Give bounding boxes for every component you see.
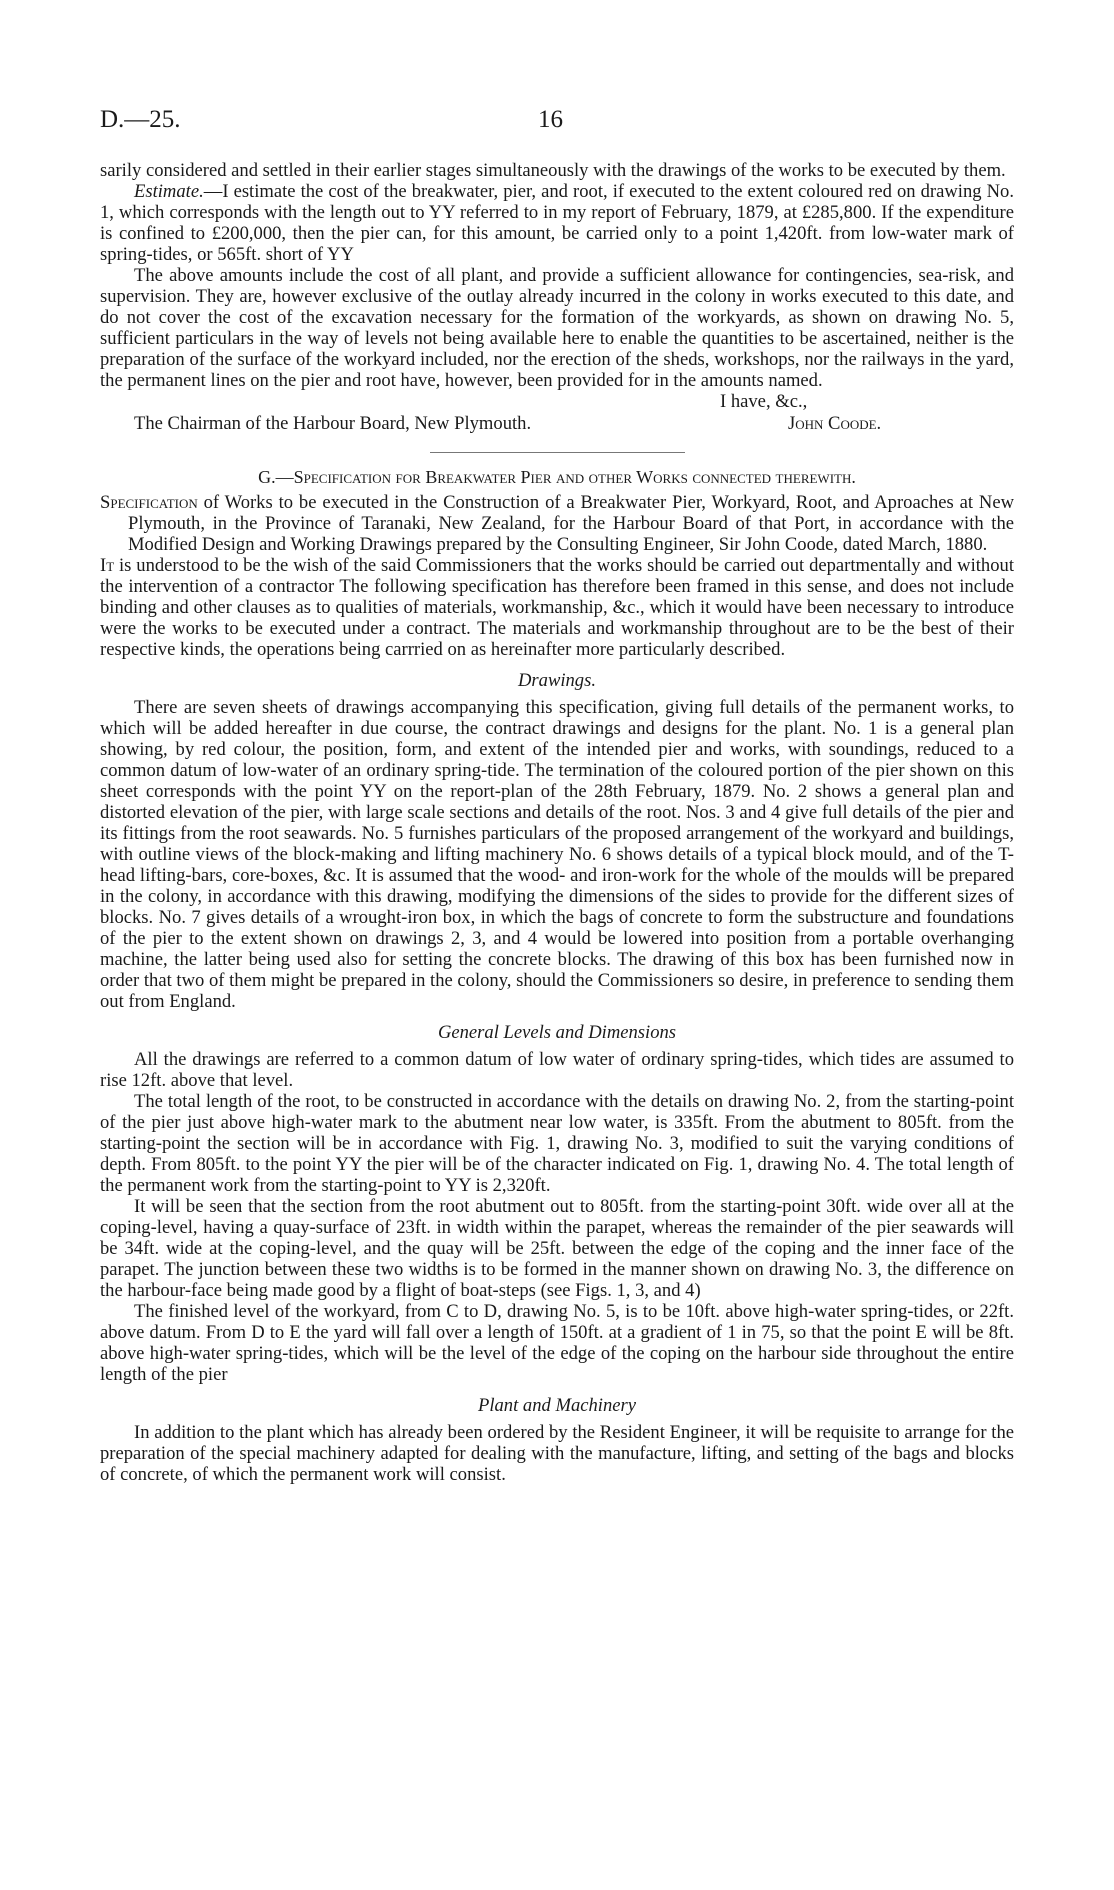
levels-paragraph-4: The finished level of the workyard, from C to D, drawing No. 5, is to be 10ft. above high-water spring-tides, or 22ft. above datum. From D to E the yard will fall over a length of 150ft. at a gradient of 1 in 75, so that the point E will be 8ft. above high-water spring-tides, which will be the level of the edge of the coping on the harbour side throughout the entire length of the pier — [100, 1301, 1014, 1385]
drawings-paragraph: There are seven sheets of drawings accompanying this specification, giving full details of the permanent works, to which will be added hereafter in due course, the contract drawings and designs for the plant. No. 1 is a general plan showing, by red colour, the position, form, and extent of the intended pier and works, with soundings, reduced to a common datum of low-water of an ordinary spring-tide. The termination of the coloured portion of the pier shown on this sheet corresponds with the point YY on the report-plan of the 28th February, 1879. No. 2 shows a general plan and distorted elevation of the pier, with large scale sections and details of the root. Nos. 3 and 4 give full details of the pier and its fittings from the root seawards. No. 5 furnishes particulars of the proposed arrangement of the workyard and buildings, with outline views of the block-making and lifting machinery No. 6 shows details of a typical block mould, and of the T-head lifting-bars, core-boxes, &c. It is assumed that the wood- and iron-work for the whole of the moulds will be prepared in the colony, in accordance with this drawing, modifying the dimensions of the sides to provide for the different sizes of blocks. No. 7 gives details of a wrought-iron box, in which the bags of concrete to form the substructure and foundations of the pier to the extent shown on drawings 2, 3, and 4 would be lowered into position from a portable overhanging machine, the latter being used also for setting the concrete blocks. The drawing of this box has been furnished now in order that two of them might be prepared in the colony, should the Commissioners so desire, in preference to sending them out from England. — [100, 697, 1014, 1012]
levels-paragraph-3: It will be seen that the section from the root abutment out to 805ft. from the starting-point 30ft. wide over all at the coping-level, having a quay-surface of 23ft. in width within the parapet, whereas the remainder of the pier seawards will be 34ft. wide at the coping-level, and the quay will be 25ft. between the edge of the coping and the inner face of the parapet. The junction between these two widths is to be formed in the manner shown on drawing No. 3, the difference on the harbour-face being made good by a flight of boat-steps (see Figs. 1, 3, and 4) — [100, 1196, 1014, 1301]
estimate-text: —I estimate the cost of the breakwater, pier, and root, if executed to the extent coloured red on drawing No. 1, which corresponds with the length out to YY referred to in my report of February, 1879, at £285,800. If the expenditure is confined to £200,000, then the pier can, for this amount, be carried only to a point 1,420ft. from low-water mark of spring-tides, or 565ft. short of YY — [100, 181, 1014, 265]
section-divider — [430, 452, 685, 453]
estimate-label: Estimate. — [134, 181, 204, 202]
plant-heading: Plant and Machinery — [477, 1395, 636, 1416]
intro-text: is understood to be the wish of the said Commissioners that the works should be carried out departmentally and without the intervention of a contractor The following specification has therefore been framed in this sense, and does not include binding and other clauses as to qualities of materials, workmanship, &c., which it would have been necessary to introduce were the works to be executed under a contract. The materials and workmanship throughout are to be the best of their respective kinds, the operations being carrried on as hereinafter more particularly described. — [100, 555, 1014, 660]
continued-paragraph: sarily considered and settled in their earlier stages simultaneously with the drawings of the works to be executed by them. — [100, 160, 1006, 181]
addressee: The Chairman of the Harbour Board, New Plymouth. — [134, 413, 532, 434]
estimate-paragraph — [100, 181, 1014, 265]
page-body — [100, 160, 1014, 1485]
section-title: G.—Specification for Breakwater Pier and other Works connected therewith. — [258, 467, 856, 487]
drawings-heading: Drawings. — [517, 670, 596, 691]
plant-paragraph: In addition to the plant which has already been ordered by the Resident Engineer, it will be requisite to arrange for the preparation of the special machinery adapted for dealing with the manufacture, lifting, and setting of the bags and blocks of concrete, of which the permanent work will consist. — [100, 1422, 1014, 1485]
levels-heading: General Levels and Dimensions — [437, 1022, 677, 1043]
page-header — [100, 106, 1020, 138]
page-number: 16 — [538, 106, 563, 133]
document-id: D.—25. — [100, 106, 181, 133]
specification-paragraph — [100, 492, 1014, 555]
intro-paragraph — [100, 555, 1014, 660]
signature: John Coode. — [788, 413, 882, 434]
intro-lead: It — [100, 555, 115, 576]
signature-line — [100, 413, 1014, 434]
specification-text: of Works to be executed in the Construction of a Breakwater Pier, Workyard, Root, and Aproaches at New Plymouth, in the Province of Taranaki, New Zealand, for the Harbour Board of that Port, in accordance with the Modified Design and Working Drawings prepared by the Consulting Engineer, Sir John Coode, dated March, 1880. — [128, 492, 1014, 555]
levels-paragraph-1: All the drawings are referred to a common datum of low water of ordinary spring-tides, which tides are assumed to rise 12ft. above that level. — [100, 1049, 1014, 1091]
closing-line — [100, 391, 1014, 412]
specification-lead: Specification — [100, 492, 198, 513]
levels-paragraph-2: The total length of the root, to be constructed in accordance with the details on drawing No. 2, from the starting-point of the pier just above high-water mark to the abutment near low water, is 335ft. From the abutment to 805ft. from the starting-point the section will be in accordance with Fig. 1, drawing No. 3, modified to suit the varying conditions of depth. From 805ft. to the point YY the pier will be of the character indicated on Fig. 1, drawing No. 4. The total length of the permanent work from the starting-point to YY is 2,320ft. — [100, 1091, 1014, 1196]
amounts-paragraph: The above amounts include the cost of all plant, and provide a sufficient allowance for contingencies, sea-risk, and supervision. They are, however exclusive of the outlay already incurred in the colony in works executed to this date, and do not cover the cost of the excavation necessary for the formation of the workyards, as shown on drawing No. 5, sufficient particulars in the way of levels not being available here to enable the quantities to be ascertained, neither is the preparation of the surface of the workyard included, nor the erection of the sheds, workshops, nor the railways in the yard, the permanent lines on the pier and root have, however, been provided for in the amounts named. — [100, 265, 1014, 391]
closing-text: I have, &c., — [720, 391, 808, 412]
